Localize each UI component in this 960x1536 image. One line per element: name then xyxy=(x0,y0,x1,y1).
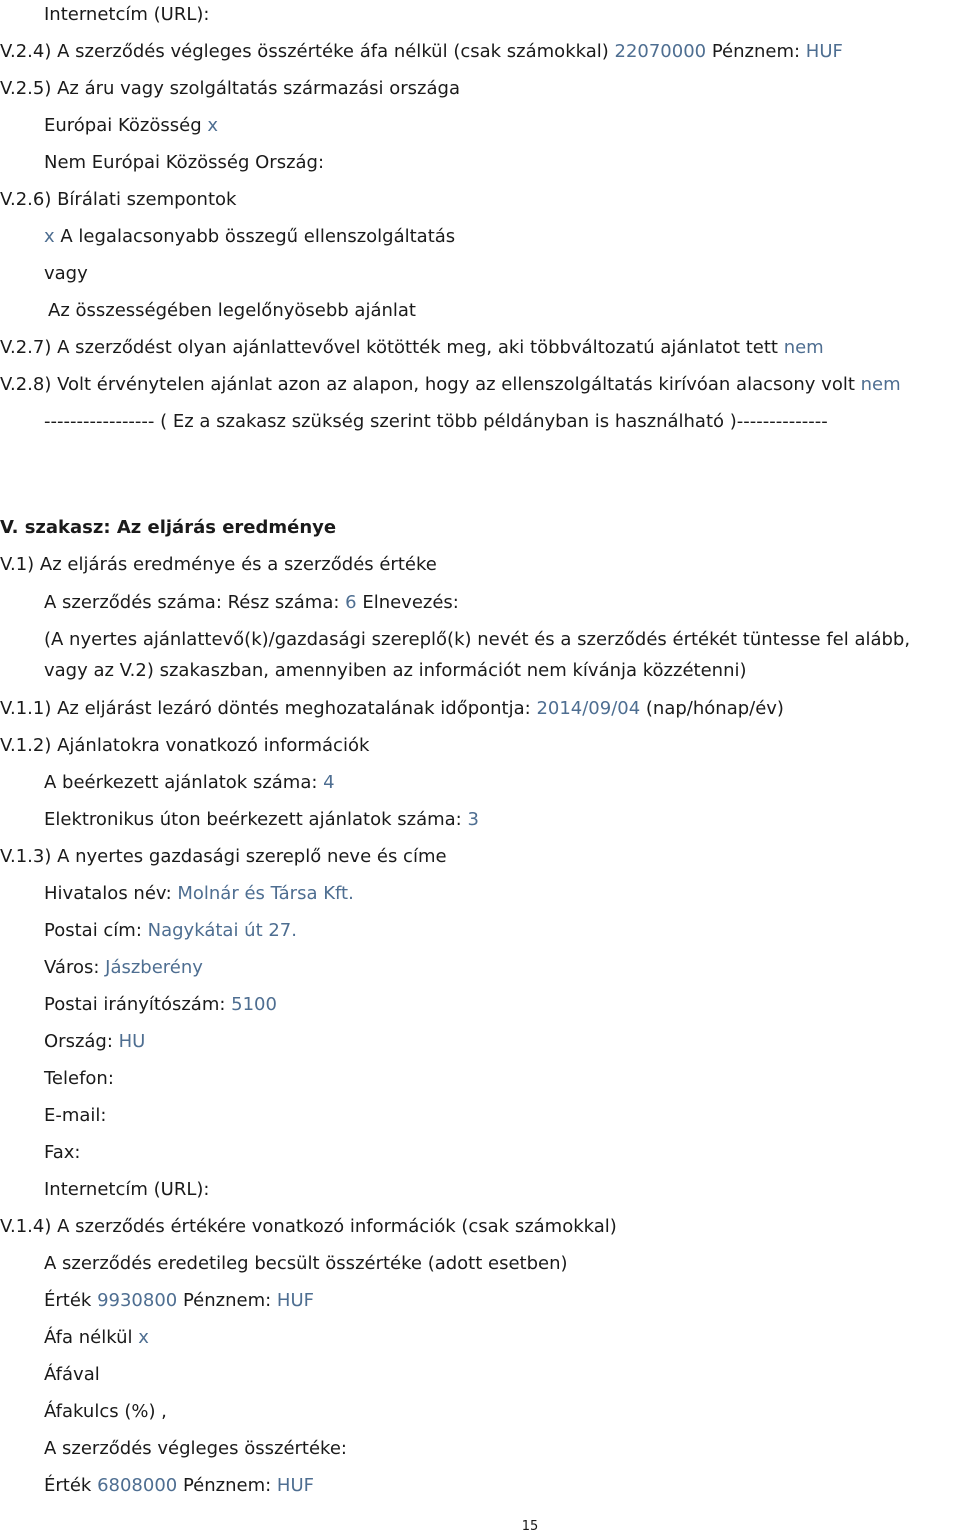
v25-origin-heading: V.2.5) Az áru vagy szolgáltatás származási országa xyxy=(0,78,460,99)
zip-line: Postai irányítószám: 5100 xyxy=(44,994,277,1015)
v26-criteria-heading: V.2.6) Bírálati szempontok xyxy=(0,189,237,210)
page-number: 15 xyxy=(521,1519,539,1534)
v24-final-value-line: V.2.4) A szerződés végleges összértéke áfa nélkül (csak számokkal) 22070000 Pénznem: HUF xyxy=(0,41,843,62)
v12-offers-heading: V.1.2) Ajánlatokra vonatkozó információk xyxy=(0,735,370,756)
no-vat-checkmark: x xyxy=(138,1327,149,1348)
estimated-value-line: Érték 9930800 Pénznem: HUF xyxy=(44,1290,314,1311)
eu-option: Európai Közösség x xyxy=(44,115,218,136)
winner-note-line-1: (A nyertes ajánlattevő(k)/gazdasági szereplő(k) nevét és a szerződés értékét tüntesse fel alább, xyxy=(44,629,911,650)
vat-rate-line: Áfakulcs (%) , xyxy=(44,1401,167,1422)
contract-number-line: A szerződés száma: Rész száma: 6 Elnevezés: xyxy=(44,592,459,613)
section-separator: ----------------- ( Ez a szakasz szükség szerint több példányban is használható )-------------- xyxy=(44,411,828,432)
estimated-currency: HUF xyxy=(276,1290,314,1311)
v28-invalid-offer-line: V.2.8) Volt érvénytelen ajánlat azon az alapon, hogy az ellenszolgáltatás kirívóan alacsony volt nem xyxy=(0,374,901,395)
e-offers-count-line: Elektronikus úton beérkezett ajánlatok száma: 3 xyxy=(44,809,479,830)
v27-value: nem xyxy=(783,337,824,358)
final-currency: HUF xyxy=(276,1475,314,1496)
with-vat-line: Áfával xyxy=(44,1364,100,1385)
offers-count-line: A beérkezett ajánlatok száma: 4 xyxy=(44,772,335,793)
final-value-heading: A szerződés végleges összértéke: xyxy=(44,1438,347,1459)
email-line: E-mail: xyxy=(44,1105,107,1126)
phone-line: Telefon: xyxy=(44,1068,114,1089)
eu-checkmark: x xyxy=(207,115,218,136)
official-name-value: Molnár és Társa Kft. xyxy=(177,883,354,904)
decision-date-value: 2014/09/04 xyxy=(536,698,641,719)
estimated-value: 9930800 xyxy=(97,1290,178,1311)
v14-value-heading: V.1.4) A szerződés értékére vonatkozó információk (csak számokkal) xyxy=(0,1216,617,1237)
e-offers-count-value: 3 xyxy=(467,809,479,830)
offers-count-value: 4 xyxy=(323,772,335,793)
v24-value: 22070000 xyxy=(614,41,707,62)
section-heading: V. szakasz: Az eljárás eredménye xyxy=(0,517,337,538)
v28-value: nem xyxy=(860,374,901,395)
estimated-value-heading: A szerződés eredetileg becsült összértéke (adott esetben) xyxy=(44,1253,568,1274)
final-value-line: Érték 6808000 Pénznem: HUF xyxy=(44,1475,314,1496)
non-eu-option: Nem Európai Közösség Ország: xyxy=(44,152,325,173)
v24-currency: HUF xyxy=(805,41,843,62)
best-value-option: Az összességében legelőnyösebb ajánlat xyxy=(48,300,416,321)
lowest-price-option: x A legalacsonyabb összegű ellenszolgáltatás xyxy=(44,226,456,247)
country-value: HU xyxy=(118,1031,146,1052)
final-value: 6808000 xyxy=(97,1475,178,1496)
v27-variant-line: V.2.7) A szerződést olyan ajánlattevővel kötötték meg, aki többváltozatú ajánlatot tett nem xyxy=(0,337,824,358)
v11-decision-date-line: V.1.1) Az eljárást lezáró döntés meghozatalának időpontja: 2014/09/04 (nap/hónap/év) xyxy=(0,698,784,719)
postal-address-value: Nagykátai út 27. xyxy=(147,920,297,941)
internet-url-label: Internetcím (URL): xyxy=(44,4,210,25)
lowest-price-checkmark: x xyxy=(44,226,55,247)
winner-note-line-2: vagy az V.2) szakaszban, amennyiben az információt nem kívánja közzétenni) xyxy=(44,660,747,681)
internet-url-line: Internetcím (URL): xyxy=(44,1179,210,1200)
postal-address-line: Postai cím: Nagykátai út 27. xyxy=(44,920,297,941)
zip-value: 5100 xyxy=(231,994,277,1015)
fax-line: Fax: xyxy=(44,1142,81,1163)
or-label: vagy xyxy=(44,263,88,284)
official-name-line: Hivatalos név: Molnár és Társa Kft. xyxy=(44,883,354,904)
city-line: Város: Jászberény xyxy=(44,957,203,978)
city-value: Jászberény xyxy=(105,957,203,978)
contract-part-value: 6 xyxy=(345,592,357,613)
no-vat-line: Áfa nélkül x xyxy=(44,1327,149,1348)
v1-result-heading: V.1) Az eljárás eredménye és a szerződés értéke xyxy=(0,554,437,575)
v13-winner-heading: V.1.3) A nyertes gazdasági szereplő neve és címe xyxy=(0,846,447,867)
country-line: Ország: HU xyxy=(44,1031,146,1052)
